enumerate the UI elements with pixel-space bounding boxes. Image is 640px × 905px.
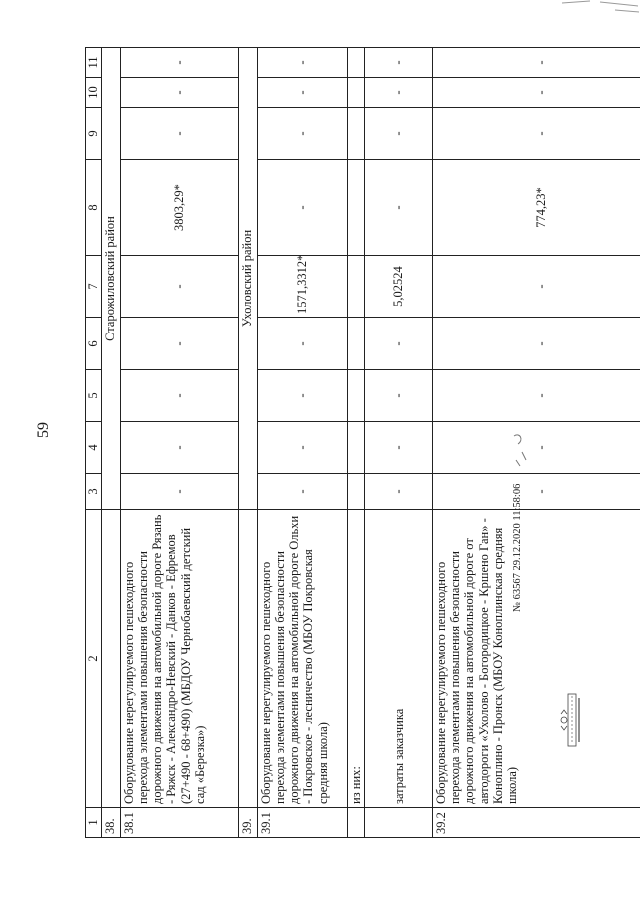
table-row xyxy=(121,48,239,838)
cell-col-6: - xyxy=(121,318,239,370)
cell-col-8: 774,23* xyxy=(433,160,640,256)
table-row xyxy=(348,48,365,838)
row-description: Оборудование нерегулируемого пешеходного перехода элементами повышения безопасности дорожного движения на автомобильной дороге Ольхи - Покровское - лесничество (МБОУ Покровская средняя школа) xyxy=(258,510,348,808)
cell-col-7: 5,02524 xyxy=(365,256,433,318)
cell-col-10: - xyxy=(258,78,348,108)
header-col-4: 4 xyxy=(86,422,102,474)
registration-stamp: № 63567 29.12.2020 11:58:06 xyxy=(512,483,523,612)
cell-col-8: 3803,29* xyxy=(121,160,239,256)
cell-col-4: - xyxy=(433,422,640,474)
page-number: 59 xyxy=(35,422,52,438)
cell-col-8: - xyxy=(258,160,348,256)
section-number: 38. xyxy=(102,808,121,838)
table-row xyxy=(258,48,348,838)
cell-col-4: - xyxy=(121,422,239,474)
row-description: Оборудование нерегулируемого пешеходного перехода элементами повышения безопасности дорожного движения на автомобильной дороге от автодороги «Ухолово - Богородицкое - Кршено Ган» - Коноплино - Пронск (МБОУ Коноплинская средняя школа) xyxy=(433,510,640,808)
cell-col-6: - xyxy=(258,318,348,370)
scan-noise xyxy=(560,0,640,16)
row-number: 39.1 xyxy=(258,808,348,838)
cell-col-7: 1571,3312* xyxy=(258,256,348,318)
cell-col-9: - xyxy=(433,108,640,160)
cell-col-6: - xyxy=(365,318,433,370)
cell-col-4: - xyxy=(258,422,348,474)
row-number xyxy=(365,808,433,838)
row-number: 39.2 xyxy=(433,808,640,838)
section-title: Ухоловский район xyxy=(239,48,258,510)
cell-col-3: - xyxy=(365,474,433,510)
section-number: 39. xyxy=(239,808,258,838)
header-col-3: 3 xyxy=(86,474,102,510)
cell-col-5: - xyxy=(433,370,640,422)
cell-col-9: - xyxy=(258,108,348,160)
header-row xyxy=(86,48,102,838)
table-row xyxy=(433,48,640,838)
cell-col-9: - xyxy=(365,108,433,160)
header-col-11: 11 xyxy=(86,48,102,78)
section-title: Старожиловский район xyxy=(102,48,121,510)
header-col-1: 1 xyxy=(86,808,102,838)
row-number xyxy=(348,808,365,838)
cell-col-10: - xyxy=(121,78,239,108)
cell-col-5: - xyxy=(121,370,239,422)
row-description: Оборудование нерегулируемого пешеходного перехода элементами повышения безопасности дорожного движения на автомобильной дороге Рязань - Ряжск - Александро-Невский - Данков - Ефремов (27+490 - 68+490) (МБДОУ Чернобаевский детский сад «Березка») xyxy=(121,510,239,808)
table-row xyxy=(365,48,433,838)
cell-col-4: - xyxy=(365,422,433,474)
header-col-8: 8 xyxy=(86,160,102,256)
cell-col-6: - xyxy=(433,318,640,370)
row-description: затраты заказчика xyxy=(365,510,433,808)
header-col-9: 9 xyxy=(86,108,102,160)
section-row xyxy=(102,48,121,838)
cell-col-11: - xyxy=(365,48,433,78)
cell-col-11: - xyxy=(433,48,640,78)
cell-col-3: - xyxy=(121,474,239,510)
row-description: из них: xyxy=(348,510,365,808)
header-col-2: 2 xyxy=(86,510,102,808)
government-stamp-icon xyxy=(560,690,582,750)
cell-col-3: - xyxy=(258,474,348,510)
cell-col-7: - xyxy=(121,256,239,318)
program-table xyxy=(85,48,640,838)
section-row xyxy=(239,48,258,838)
cell-col-8: - xyxy=(365,160,433,256)
header-col-6: 6 xyxy=(86,318,102,370)
cell-col-9: - xyxy=(121,108,239,160)
cell-col-10: - xyxy=(433,78,640,108)
cell-col-11: - xyxy=(258,48,348,78)
cell-col-7: - xyxy=(433,256,640,318)
cell-col-5: - xyxy=(258,370,348,422)
cell-col-10: - xyxy=(365,78,433,108)
header-col-5: 5 xyxy=(86,370,102,422)
cell-col-5: - xyxy=(365,370,433,422)
cell-col-11: - xyxy=(121,48,239,78)
cell-col-3: - xyxy=(433,474,640,510)
row-number: 38.1 xyxy=(121,808,239,838)
header-col-7: 7 xyxy=(86,256,102,318)
header-col-10: 10 xyxy=(86,78,102,108)
